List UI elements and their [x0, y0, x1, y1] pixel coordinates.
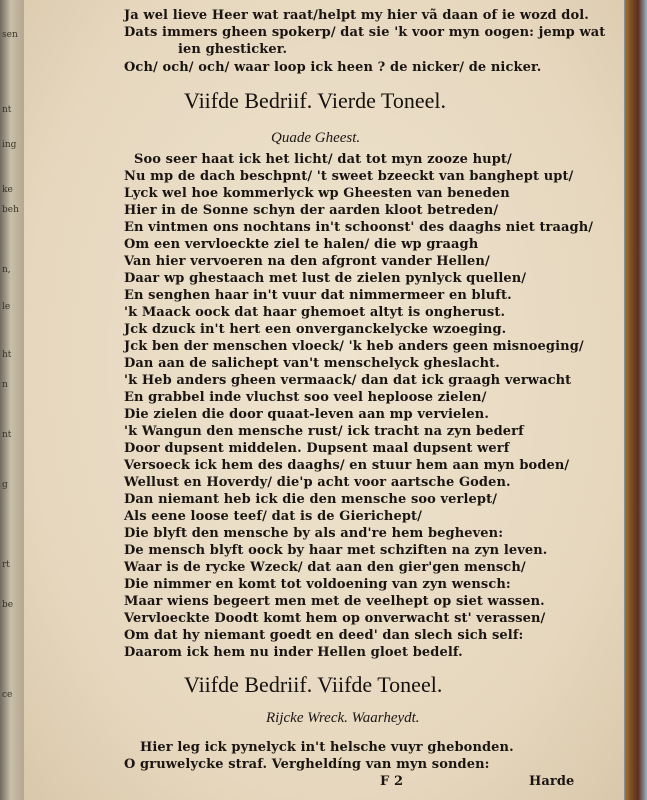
verse-line: Die nimmer en komt tot voldoening van zyn wensch:: [124, 577, 511, 592]
verse-line: 'k Wangun den mensche rust/ ick tracht na zyn bederf: [124, 424, 524, 439]
scene-heading: Viifde Bedriif. Vierde Toneel.: [184, 88, 446, 113]
text-line: Ja wel lieve Heer wat raat/helpt my hier vã daan of ie wozd dol.: [124, 8, 589, 23]
margin-fragment: n: [2, 380, 8, 390]
verse-line: En vintmen ons nochtans in't schoonst' des daaghs niet traagh/: [124, 220, 594, 235]
margin-fragment: rt: [2, 560, 10, 570]
verse-line: Wellust en Hoverdy/ die'p acht voor aartsche Goden.: [124, 475, 511, 490]
verse-line: Nu mp de dach beschpnt/ 't sweet bzeeckt van banghept upt/: [124, 169, 574, 184]
verse-line: Als eene loose teef/ dat is de Gierichept/: [124, 509, 422, 524]
verse-line: Dan aan de salichept van't menschelyck gheslacht.: [124, 356, 500, 371]
verse-line: Daar wp ghestaach met lust de zielen pynlyck quellen/: [124, 271, 527, 286]
verse-line: Die zielen die door quaat-leven aan mp vervielen.: [124, 407, 489, 422]
left-page-edge: [0, 0, 24, 800]
verse-line: En grabbel inde vluchst soo veel heploose zielen/: [124, 390, 487, 405]
verse-line: Daarom ick hem nu inder Hellen gloet bedelf.: [124, 645, 463, 660]
text-line: Dats immers gheen spokerp/ dat sie 'k voor myn oogen: jemp wat: [124, 25, 606, 40]
margin-fragment: g: [2, 480, 8, 490]
verse-line: 'k Heb anders gheen vermaack/ dan dat ick graagh verwacht: [124, 373, 572, 388]
text-line: Och/ och/ och/ waar loop ick heen ? de nicker/ de nicker.: [124, 60, 542, 75]
verse-line: Hier leg ick pynelyck in't helsche vuyr ghebonden.: [140, 740, 514, 755]
scene-heading: Viifde Bedriif. Viifde Toneel.: [184, 672, 443, 697]
text-line: ien ghesticker.: [178, 42, 288, 57]
signature-mark: F 2: [380, 774, 404, 789]
verse-line: Om een vervloeckte ziel te halen/ die wp graagh: [124, 237, 479, 252]
catchword: Harde: [529, 774, 575, 789]
verse-line: Om dat hy niemant goedt en deed' dan slech sich self:: [124, 628, 524, 643]
verse-line: Die blyft den mensche by als and're hem begheven:: [124, 526, 504, 541]
verse-line: Lyck wel hoe kommerlyck wp Gheesten van beneden: [124, 186, 510, 201]
margin-fragment: nt: [2, 430, 12, 440]
verse-line: Dan niemant heb ick die den mensche soo verlept/: [124, 492, 498, 507]
margin-fragment: ce: [2, 690, 13, 700]
margin-fragment: n,: [2, 265, 11, 275]
book-cover-edge: [625, 0, 647, 800]
margin-fragment: ing: [2, 140, 17, 150]
margin-fragment: be: [2, 600, 14, 610]
verse-line: Vervloeckte Doodt komt hem op onverwacht st' verassen/: [124, 611, 546, 626]
verse-line: Jck ben der menschen vloeck/ 'k heb anders geen misnoeging/: [124, 339, 584, 354]
verse-line: Maar wiens begeert men met de veelhept op siet wassen.: [124, 594, 545, 609]
verse-line: Versoeck ick hem des daaghs/ en stuur hem aan myn boden/: [124, 458, 570, 473]
speaker-name: Quade Gheest.: [271, 130, 361, 146]
margin-fragment: nt: [2, 105, 12, 115]
verse-line: Soo seer haat ick het licht/ dat tot myn zooze hupt/: [134, 152, 512, 167]
margin-fragment: ke: [2, 185, 13, 195]
margin-fragment: beh: [2, 205, 19, 215]
verse-line: De mensch blyft oock by haar met schziften na zyn leven.: [124, 543, 548, 558]
speaker-names: Rijcke Wreck. Waarheydt.: [266, 710, 420, 726]
book-page: [24, 0, 624, 800]
margin-fragment: ht: [2, 350, 12, 360]
verse-line: Jck dzuck in't hert een onverganckelycke wzoeging.: [124, 322, 507, 337]
margin-fragment: sen: [2, 30, 18, 40]
verse-line: Door dupsent middelen. Dupsent maal dupsent werf: [124, 441, 510, 456]
verse-line: Hier in de Sonne schyn der aarden kloot betreden/: [124, 203, 499, 218]
verse-line: 'k Maack oock dat haar ghemoet altyt is ongherust.: [124, 305, 506, 320]
margin-fragment: le: [2, 302, 11, 312]
verse-line: Waar is de rycke Wzeck/ dat aan den gier'gen mensch/: [124, 560, 526, 575]
verse-line: O gruwelycke straf. Vergheldíng van myn sonden:: [124, 757, 490, 772]
verse-line: Van hier vervoeren na den afgront vander Hellen/: [124, 254, 490, 269]
verse-line: En senghen haar in't vuur dat nimmermeer en bluft.: [124, 288, 512, 303]
